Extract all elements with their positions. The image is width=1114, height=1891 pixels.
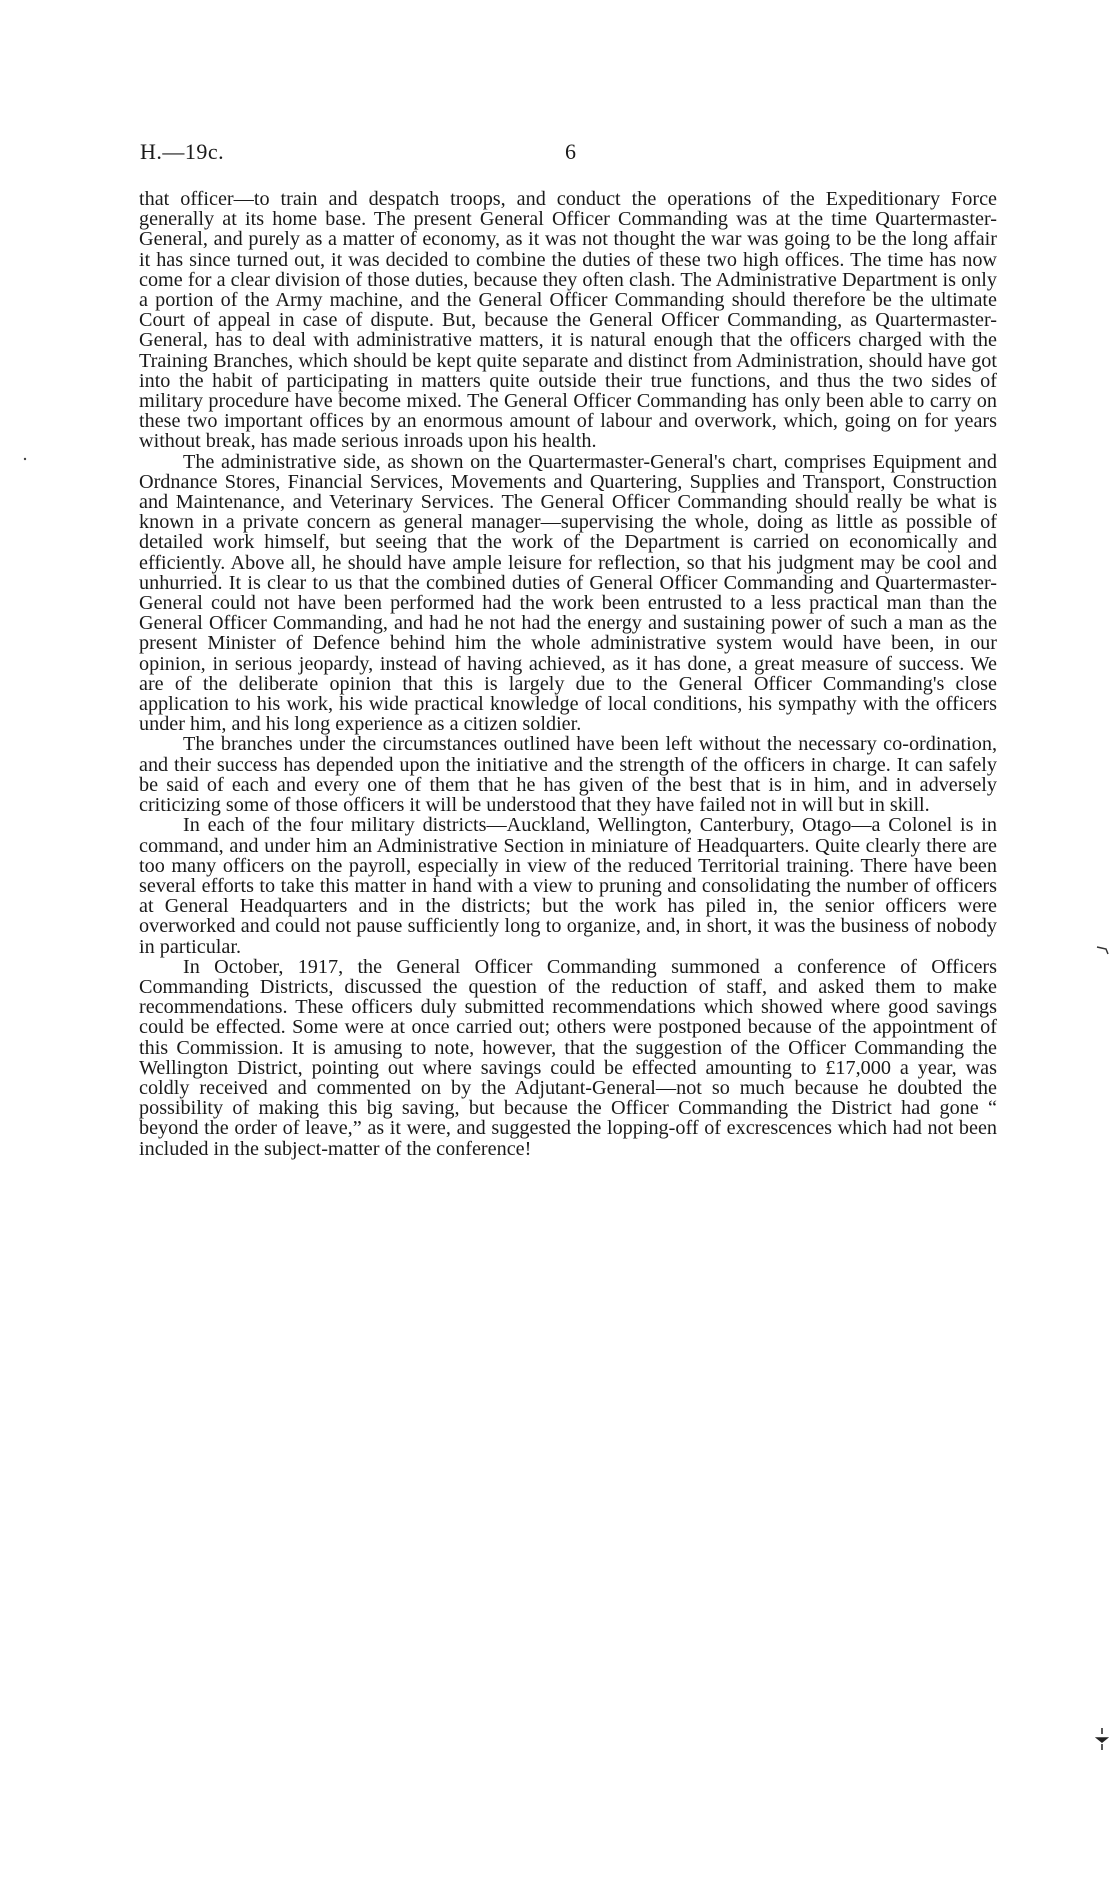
- scan-speck: [22, 455, 28, 463]
- paragraph: that officer—to train and despatch troops, and conduct the operations of the Expeditionary Force generally at its home base. The present General Officer Commanding was at the time Quartermaster-General, and purely as a matter of economy, as it was not thought the war was going to be the long affair it has since turned out, it was decided to combine the duties of these two high offices. The time has now come for a clear division of those duties, because they often clash. The Administrative Department is only a portion of the Army machine, and the General Officer Commanding should therefore be the ultimate Court of appeal in case of dispute. But, because the General Officer Commanding, as Quartermaster-General, has to deal with administrative matters, it is natural enough that the officers charged with the Training Branches, which should be kept quite separate and distinct from Administration, should have got into the habit of participating in matters quite outside their true functions, and thus the two sides of military procedure have become mixed. The General Officer Commanding has only been able to carry on these two important offices by an enormous amount of labour and overwork, which, going on for years without break, has made serious inroads upon his health.: [139, 188, 997, 453]
- paragraph: The administrative side, as shown on the Quartermaster-General's chart, comprises Equipment and Ordnance Stores, Financial Services, Movements and Quartering, Supplies and Transport, Construction and Maintenance, and Veterinary Services. The General Officer Commanding should really be what is known in a private concern as general manager—supervising the whole, doing as little as possible of detailed work himself, but seeing that the work of the Department is carried on economically and efficiently. Above all, he should have ample leisure for reflection, so that his judgment may be cool and unhurried. It is clear to us that the combined duties of General Officer Commanding and Quartermaster-General could not have been performed had the work been entrusted to a less practical man than the General Officer Commanding, and had he not had the energy and sustaining power of such a man as the present Minister of Defence behind him the whole administrative system would have been, in our opinion, in serious jeopardy, instead of having achieved, as it has done, a great measure of success. We are of the deliberate opinion that this is largely due to the General Officer Commanding's close application to his work, his wide practical knowledge of local conditions, his sympathy with the officers under him, and his long experience as a citizen soldier.: [139, 450, 997, 736]
- paragraph: In each of the four military districts—Auckland, Wellington, Canterbury, Otago—a Colonel is in command, and under him an Administrative Section in miniature of Headquarters. Quite clearly there are too many officers on the payroll, especially in view of the reduced Territorial training. There have been several efforts to take this matter in hand with a view to pruning and consolidating the number of officers at General Headquarters and in the districts; but the work has piled in, the senior officers were overworked and could not pause sufficiently long to organize, and, in short, it was the business of nobody in particular.: [139, 814, 997, 958]
- page-number: 6: [565, 139, 576, 164]
- document-reference: H.—19c.: [140, 139, 225, 164]
- paragraph: In October, 1917, the General Officer Commanding summoned a conference of Officers Commanding Districts, discussed the question of the reduction of staff, and asked them to make recommendations. These officers duly submitted recommendations which showed where good savings could be effected. Some were at once carried out; others were postponed because of the appointment of this Commission. It is amusing to note, however, that the suggestion of the Officer Commanding the Wellington District, pointing out where savings could be effected amounting to £17,000 a year, was coldly received and commented on by the Adjutant-General—not so much because he doubted the possibility of making this big saving, but because the Officer Commanding the District had gone “ beyond the order of leave,” as it were, and suggested the lopping-off of excrescences which had not been included in the subject-matter of the conference!: [139, 955, 997, 1160]
- scan-speck: [1094, 1726, 1110, 1752]
- body-text: [139, 189, 997, 1159]
- paragraph: The branches under the circumstances outlined have been left without the necessary co-ordination, and their success has depended upon the initiative and the strength of the officers in charge. It can safely be said of each and every one of them that he has given of the best that is in him, and in adversely criticizing some of those officers it will be understood that they have failed not in will but in skill.: [139, 733, 997, 817]
- scan-speck: [1096, 943, 1110, 957]
